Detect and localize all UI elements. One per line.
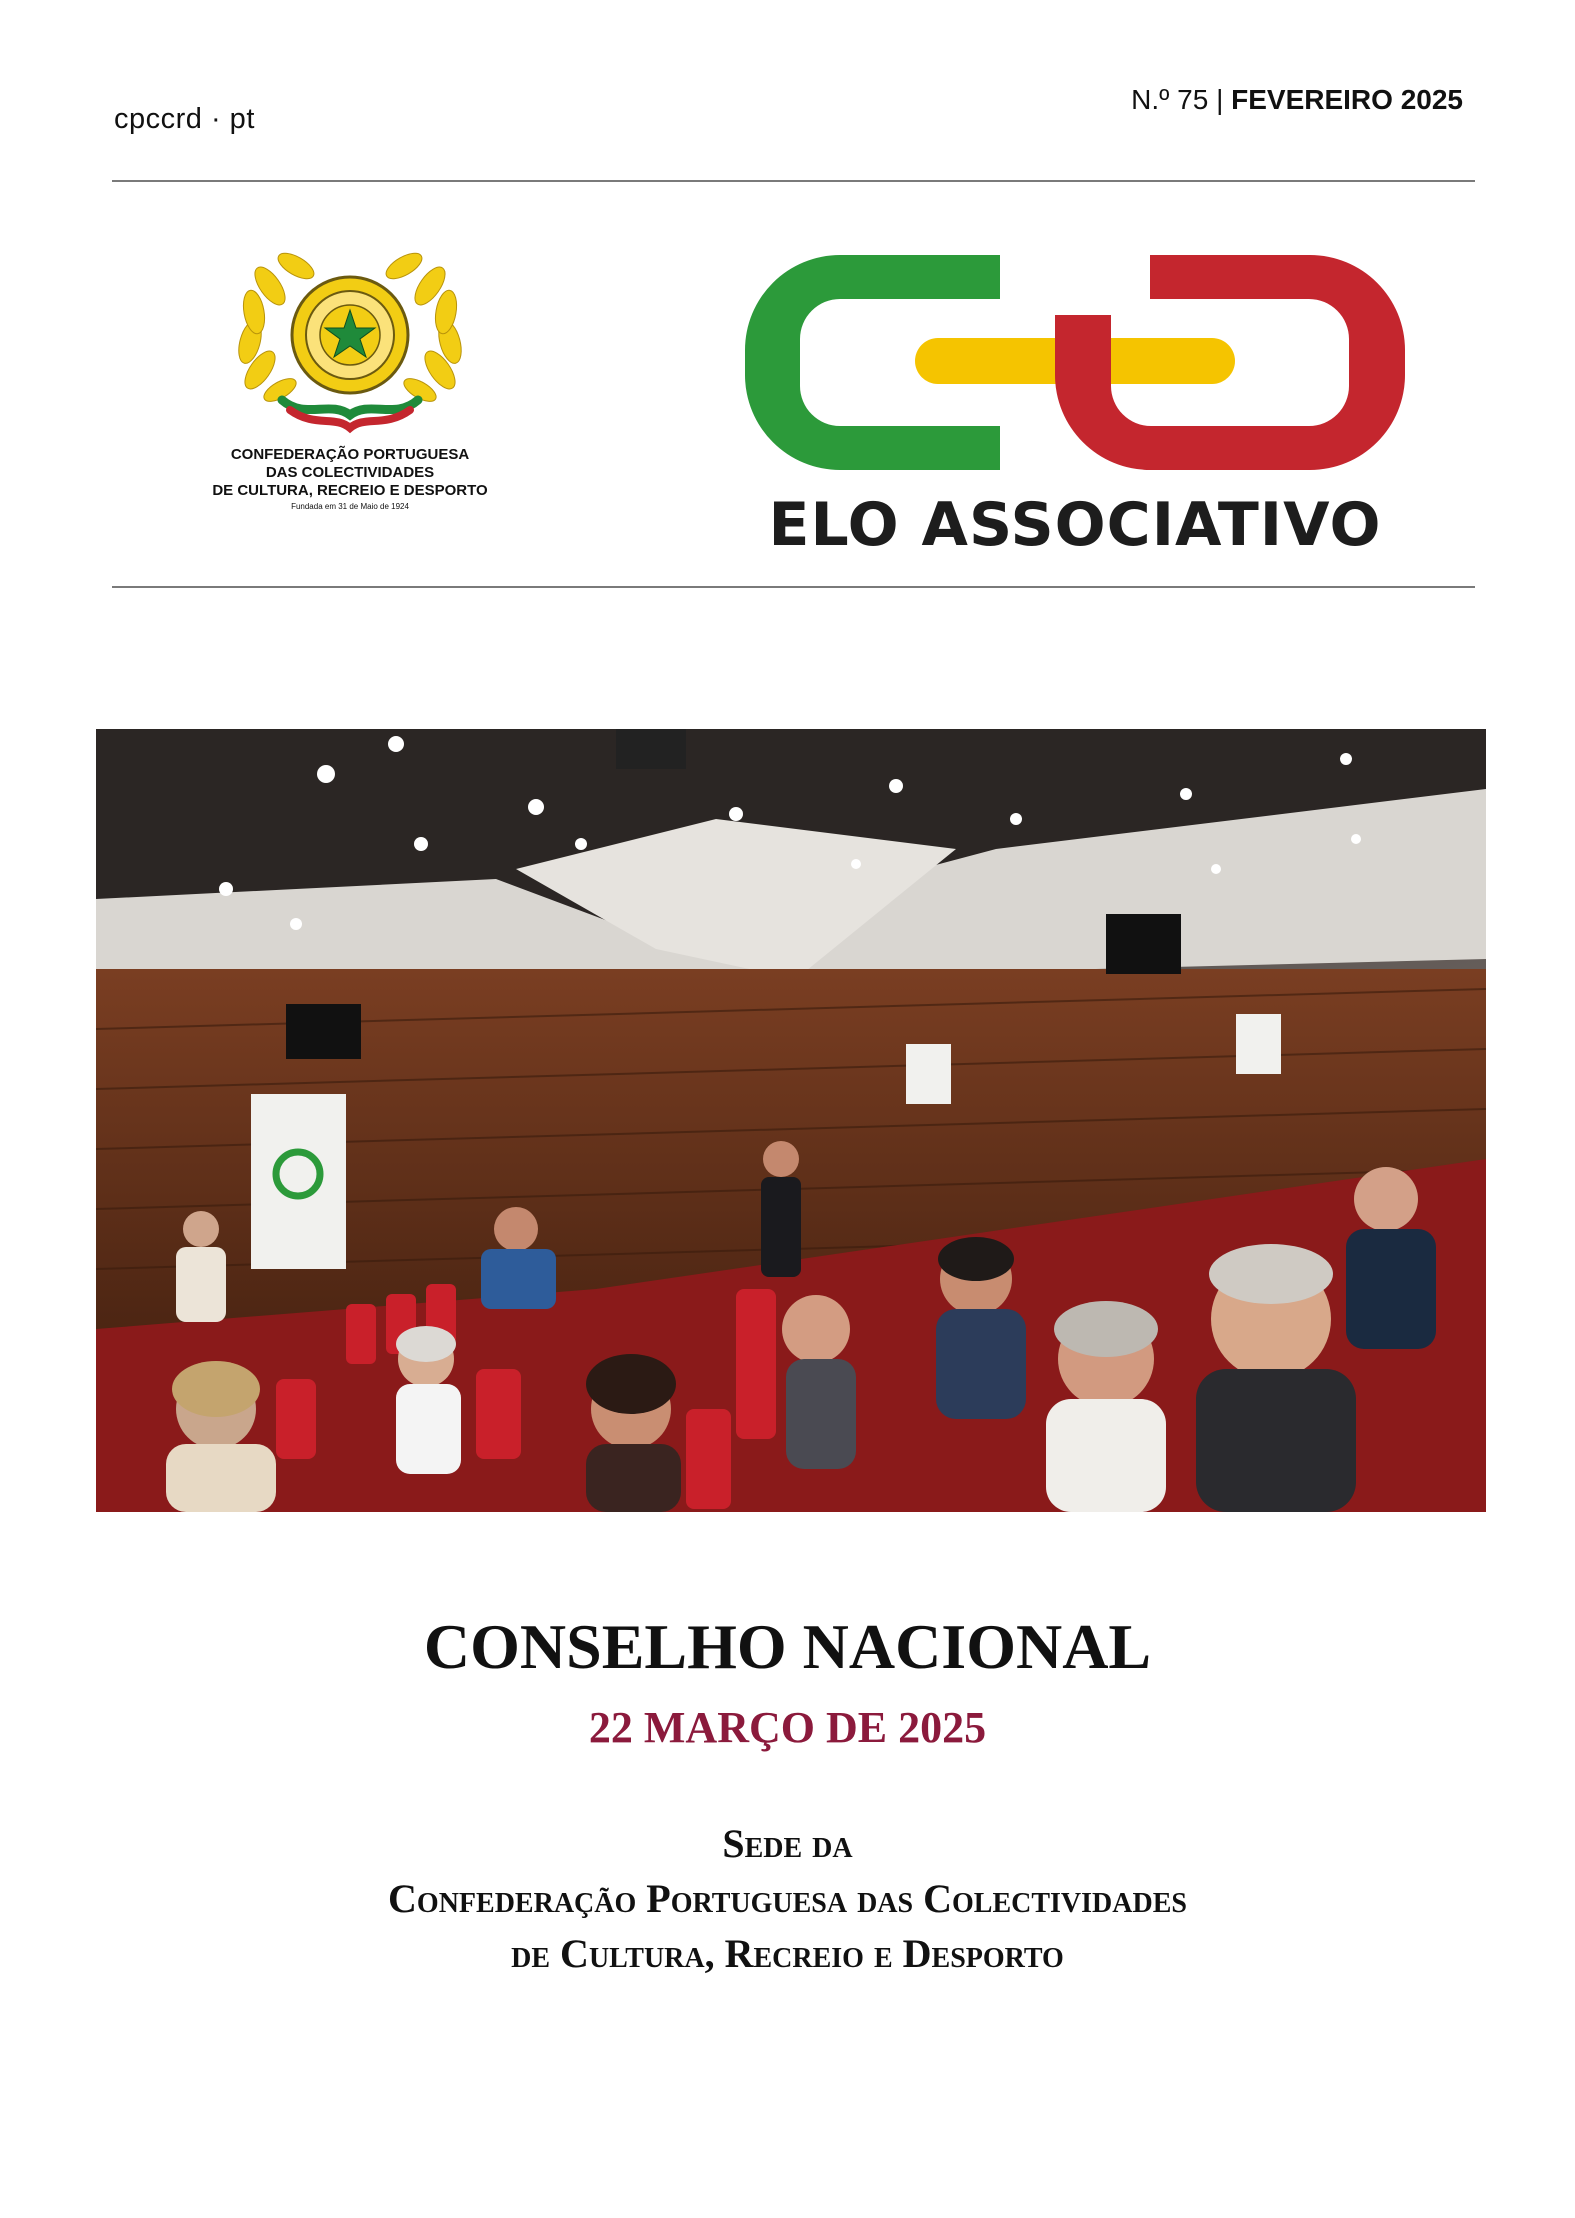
mid-divider [112, 586, 1475, 588]
cpccrd-logo [180, 250, 520, 510]
venue-line-2: Confederação Portuguesa das Colectividades [388, 1876, 1187, 1921]
venue-line-1: Sede da [722, 1821, 853, 1866]
elo-associativo-wordmark: ELO ASSOCIATIVO [768, 490, 1382, 560]
venue-line-3: de Cultura, Recreio e Desporto [511, 1931, 1064, 1976]
laurel-emblem-icon [220, 250, 480, 438]
issue-label [1131, 84, 1463, 116]
org-name-line3: DE CULTURA, RECREIO E DESPORTO [212, 482, 488, 499]
org-name-line2: DAS COLECTIVIDADES [265, 464, 435, 481]
conference-hall-photo-icon [96, 729, 1486, 1512]
elo-associativo-logo [745, 255, 1405, 565]
top-divider [112, 180, 1475, 182]
org-founded: Fundada em 31 de Maio de 1924 [291, 502, 409, 511]
chain-link-icon [745, 255, 1405, 470]
conference-hall-photo [96, 729, 1486, 1512]
event-date: 22 MARÇO DE 2025 [588, 1703, 987, 1752]
event-title: CONSELHO NACIONAL [423, 1611, 1152, 1682]
issue-month: FEVEREIRO 2025 [1231, 84, 1463, 115]
site-label: cpccrd · pt [114, 103, 255, 135]
org-name-line1: CONFEDERAÇÃO PORTUGUESA [230, 446, 470, 463]
issue-number: N.º 75 [1131, 84, 1209, 115]
issue-separator: | [1216, 84, 1224, 115]
